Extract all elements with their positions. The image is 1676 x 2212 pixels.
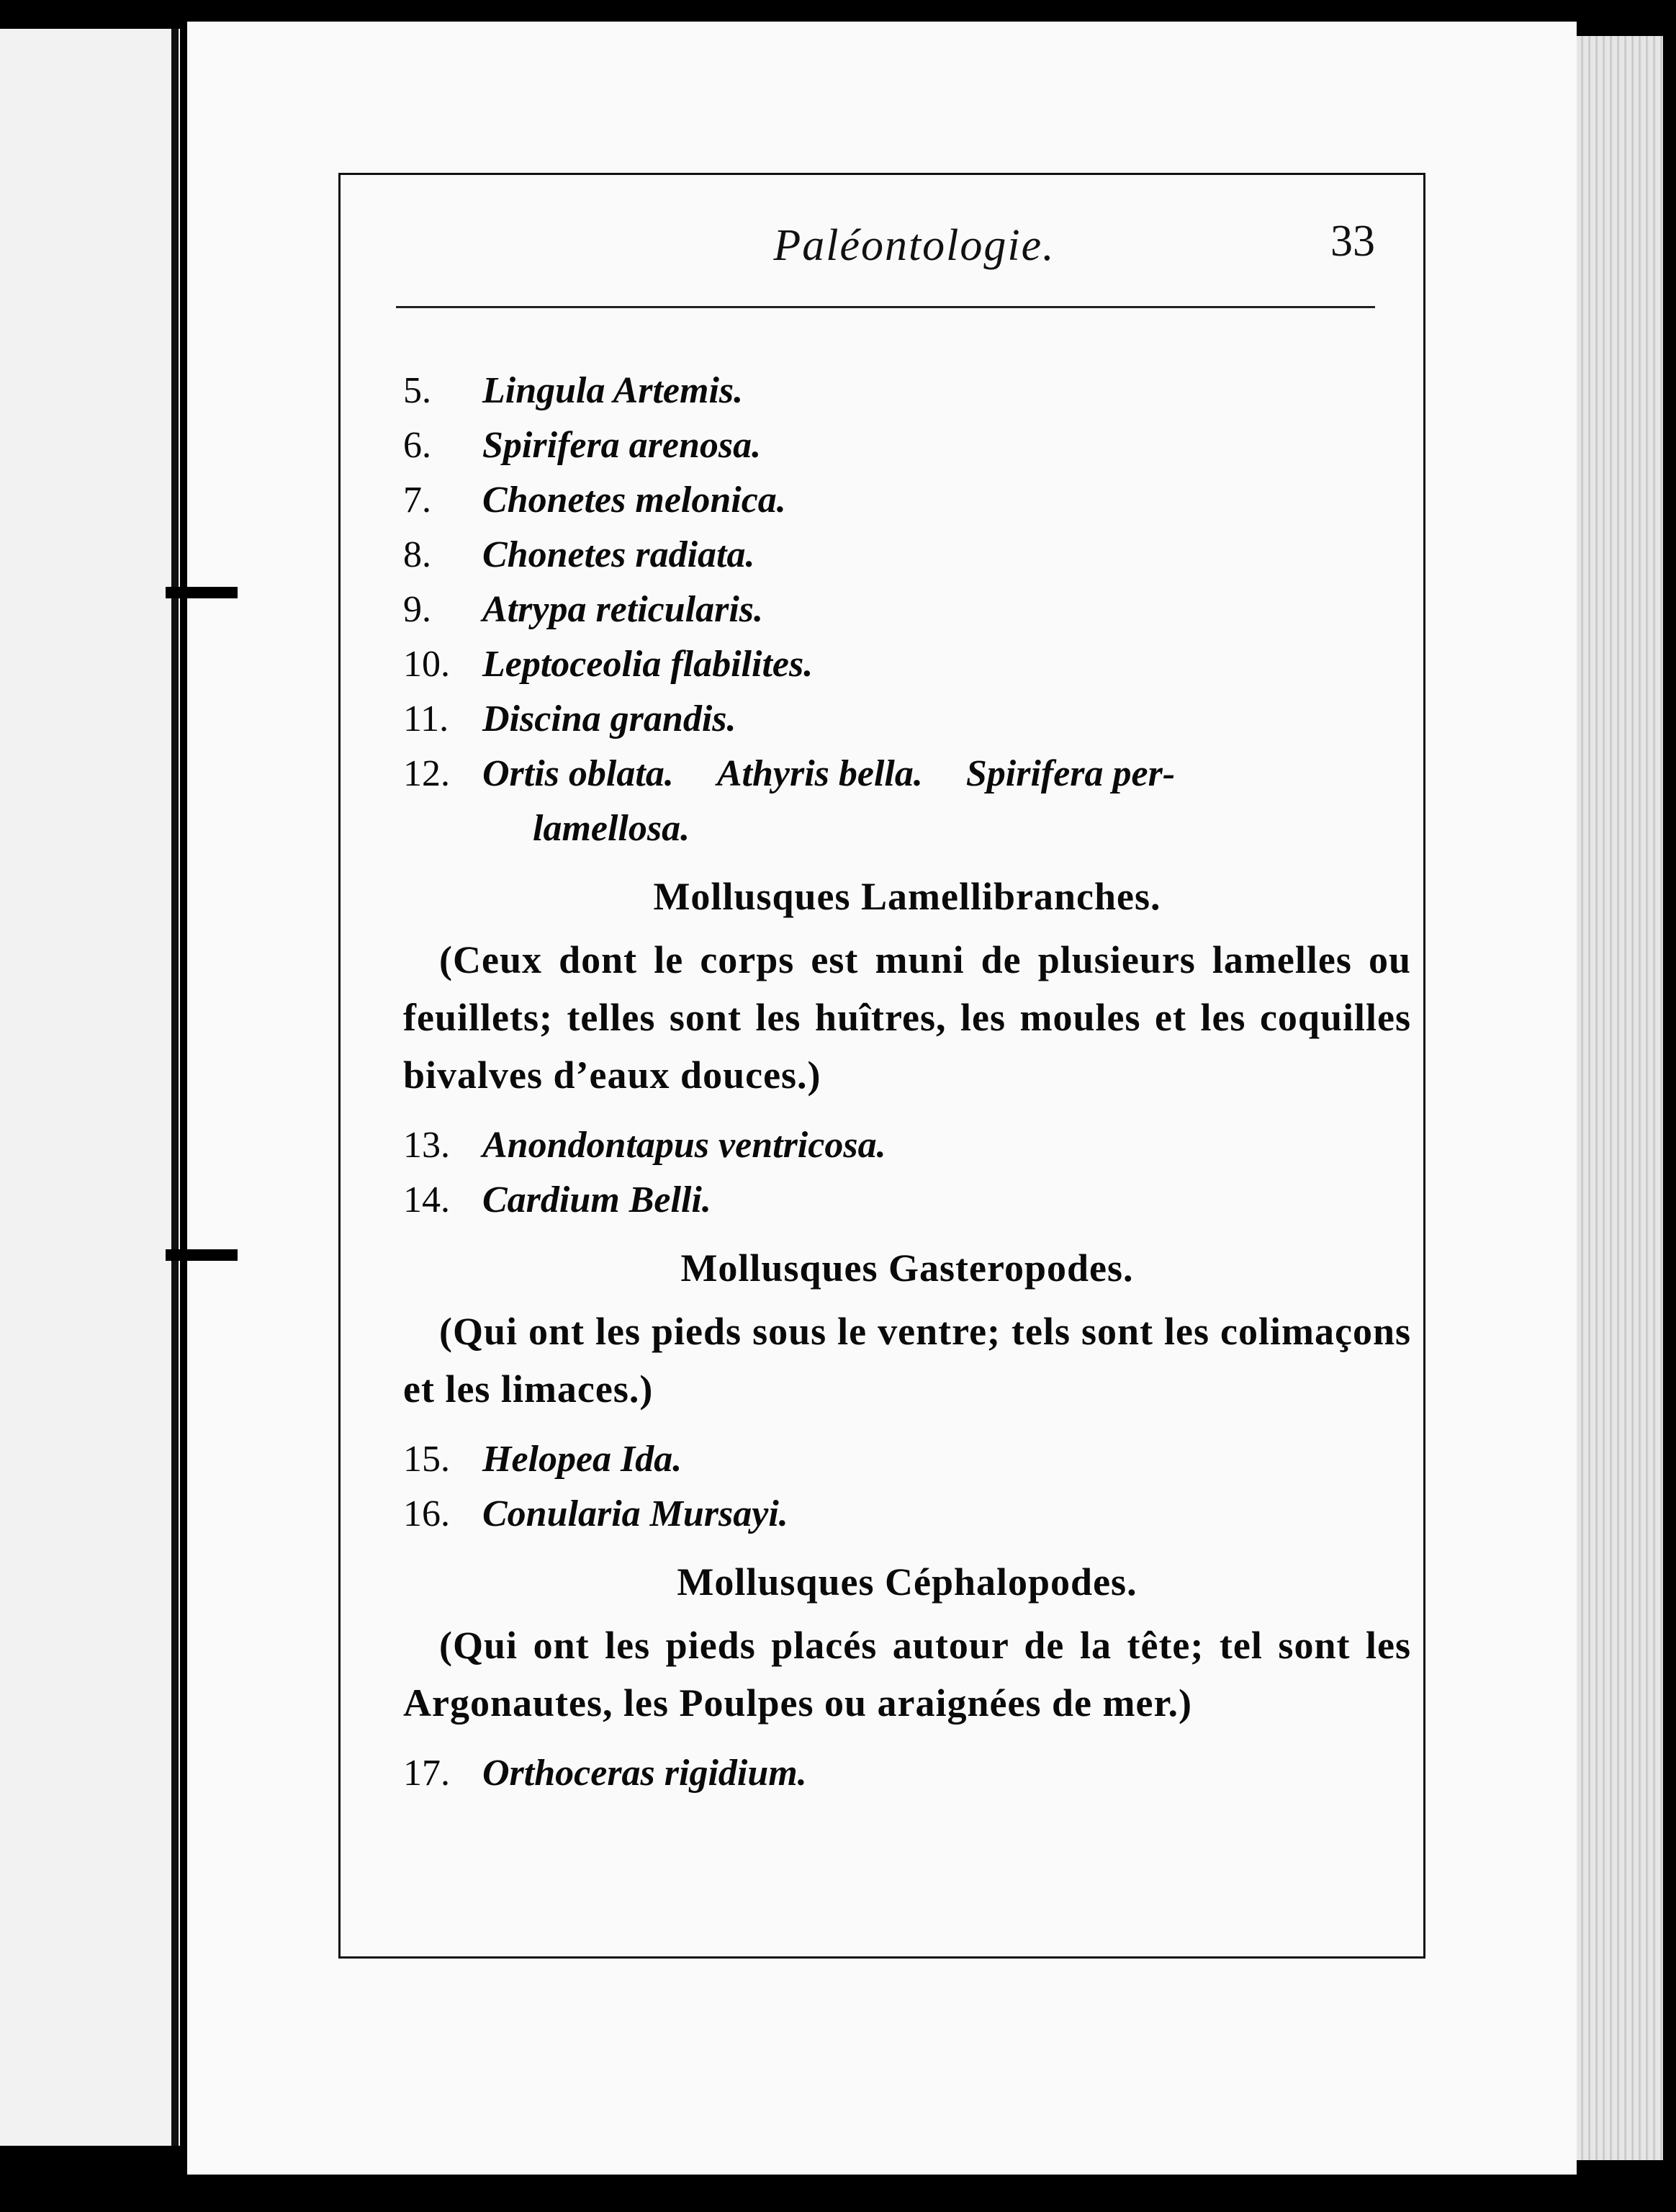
list-item: [403, 528, 1411, 583]
species-name: Spirifera arenosa.: [482, 425, 762, 466]
item-number: 9.: [403, 589, 431, 630]
species-name: Chonetes melonica.: [482, 480, 786, 521]
species-name: Atrypa reticularis.: [482, 589, 764, 630]
species-name: Helopea Ida.: [482, 1439, 682, 1480]
item-number: 13.: [403, 1125, 450, 1166]
binding-stitch: [166, 1249, 238, 1261]
species-name: Lingula Artemis.: [482, 370, 744, 411]
item-number: 12.: [403, 753, 450, 794]
list-item: [403, 1118, 1411, 1173]
list-item: [403, 1173, 1411, 1228]
binding-edge: [171, 29, 179, 2146]
page-number: 33: [1330, 217, 1375, 266]
species-name: Discina grandis.: [482, 698, 736, 739]
species-name: Leptoceolia flabilites.: [482, 644, 814, 685]
running-title: Paléontologie.: [773, 221, 1055, 270]
species-name: Cardium Belli.: [482, 1179, 711, 1220]
list-item: [403, 637, 1411, 692]
section-heading: Mollusques Gasteropodes.: [680, 1246, 1134, 1290]
item-number: 5.: [403, 370, 431, 411]
page-stack-edge: [1577, 36, 1663, 2160]
running-head: [389, 216, 1418, 295]
species-name: Spirifera per-: [965, 753, 1176, 794]
header-rule: [396, 306, 1375, 308]
item-number: 6.: [403, 425, 431, 466]
item-number: 8.: [403, 534, 431, 575]
list-item: [403, 1432, 1411, 1487]
species-name: Orthoceras rigidium.: [482, 1753, 807, 1794]
list-item: [403, 364, 1411, 418]
item-number: 15.: [403, 1439, 450, 1480]
item-number: 16.: [403, 1493, 450, 1534]
section-description: (Ceux dont le corps est muni de plusieurs lamelles ou feuillets; telles sont les huîtres, les moules et les coquilles bivalves d’eaux douces.): [403, 938, 1411, 1097]
item-number: 17.: [403, 1753, 450, 1794]
list-item: [403, 1487, 1411, 1542]
section-description: (Qui ont les pieds placés autour de la tête; tel sont les Argonautes, les Poulpes ou araignées de mer.): [403, 1624, 1411, 1725]
species-name: Anondontapus ventricosa.: [482, 1125, 886, 1166]
item-number: 14.: [403, 1179, 450, 1220]
list-item: [403, 583, 1411, 637]
species-name-continuation: lamellosa.: [533, 808, 690, 849]
section-description: (Qui ont les pieds sous le ventre; tels sont les colimaçons et les limaces.): [403, 1310, 1411, 1411]
item-number: 11.: [403, 698, 449, 739]
item-number: 7.: [403, 480, 431, 521]
list-item: [403, 473, 1411, 528]
list-item: [403, 1746, 1411, 1801]
list-item: [403, 418, 1411, 473]
item-number: 10.: [403, 644, 450, 685]
species-name: Athyris bella.: [716, 753, 923, 794]
species-name: Conularia Mursayi.: [482, 1493, 788, 1534]
section-heading: Mollusques Lamellibranches.: [653, 875, 1161, 918]
list-item: [403, 692, 1411, 747]
species-name: Chonetes radiata.: [482, 534, 755, 575]
list-item: [403, 747, 1411, 801]
facing-page-edge: [0, 29, 180, 2146]
species-name: Ortis oblata.: [482, 753, 674, 794]
binding-stitch: [166, 587, 238, 598]
section-heading: Mollusques Céphalopodes.: [677, 1560, 1137, 1604]
page-content: [403, 364, 1411, 1801]
